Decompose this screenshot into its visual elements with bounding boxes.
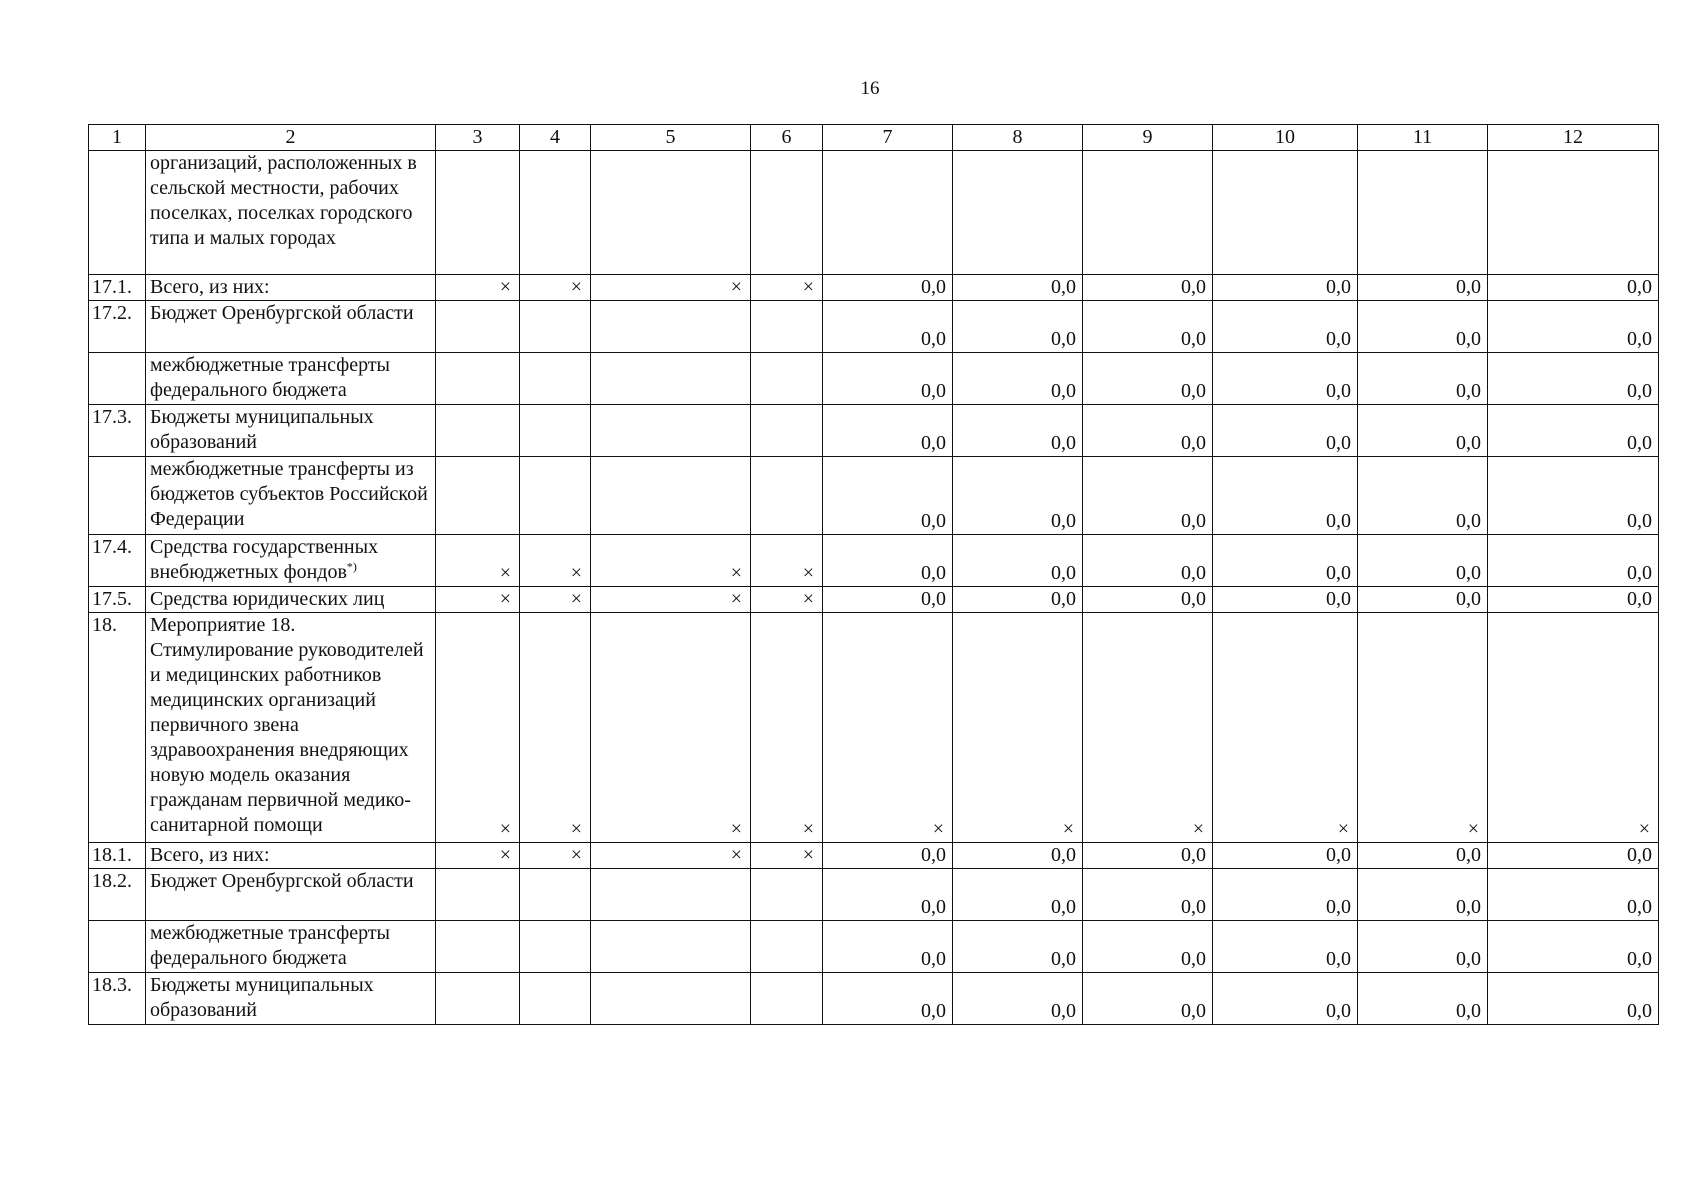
- cell-col-10: 0,0: [1213, 301, 1358, 353]
- column-header-11: 11: [1358, 125, 1488, 151]
- row-label: Бюджеты муниципальных образований: [146, 973, 436, 1025]
- row-label: межбюджетные трансферты федерального бюджета: [146, 921, 436, 973]
- cell-col-8: 0,0: [953, 275, 1083, 301]
- cell-col-5: ×: [591, 613, 751, 843]
- cell-col-11: 0,0: [1358, 921, 1488, 973]
- row-label: Бюджеты муниципальных образований: [146, 405, 436, 457]
- cell-col-11: ×: [1358, 613, 1488, 843]
- cell-col-9: 0,0: [1083, 973, 1213, 1025]
- row-number: 17.5.: [89, 587, 146, 613]
- page-number: 16: [860, 78, 880, 99]
- row-number: [89, 151, 146, 275]
- column-header-12: 12: [1488, 125, 1659, 151]
- cell-col-4: [520, 457, 591, 535]
- row-number: 17.2.: [89, 301, 146, 353]
- row-number: [89, 457, 146, 535]
- cell-col-8: 0,0: [953, 973, 1083, 1025]
- cell-col-10: 0,0: [1213, 405, 1358, 457]
- cell-col-6: ×: [751, 535, 823, 587]
- cell-col-7: 0,0: [823, 457, 953, 535]
- cell-col-10: ×: [1213, 613, 1358, 843]
- cell-col-11: 0,0: [1358, 275, 1488, 301]
- cell-col-12: 0,0: [1488, 587, 1659, 613]
- cell-col-10: 0,0: [1213, 869, 1358, 921]
- cell-col-6: ×: [751, 587, 823, 613]
- cell-col-9: 0,0: [1083, 405, 1213, 457]
- cell-col-12: 0,0: [1488, 921, 1659, 973]
- cell-col-4: ×: [520, 275, 591, 301]
- cell-col-10: 0,0: [1213, 353, 1358, 405]
- cell-col-5: ×: [591, 843, 751, 869]
- cell-col-11: 0,0: [1358, 869, 1488, 921]
- cell-col-10: 0,0: [1213, 275, 1358, 301]
- row-label: Всего, из них:: [146, 275, 436, 301]
- cell-col-6: [751, 921, 823, 973]
- row-label: Мероприятие 18. Стимулирование руководителей и медицинских работников медицинских организаций первичного звена здравоохранения внедряющих новую модель оказания гражданам первичной медико-санитарной помощи: [146, 613, 436, 843]
- cell-col-11: 0,0: [1358, 353, 1488, 405]
- cell-col-7: 0,0: [823, 587, 953, 613]
- cell-col-7: 0,0: [823, 921, 953, 973]
- cell-col-9: [1083, 151, 1213, 275]
- cell-col-12: [1488, 151, 1659, 275]
- cell-col-8: 0,0: [953, 535, 1083, 587]
- row-label: Всего, из них:: [146, 843, 436, 869]
- cell-col-4: ×: [520, 535, 591, 587]
- row-number: 18.1.: [89, 843, 146, 869]
- cell-col-11: 0,0: [1358, 587, 1488, 613]
- column-header-1: 1: [89, 125, 146, 151]
- cell-col-7: 0,0: [823, 973, 953, 1025]
- cell-col-9: 0,0: [1083, 843, 1213, 869]
- cell-col-12: 0,0: [1488, 353, 1659, 405]
- cell-col-8: 0,0: [953, 921, 1083, 973]
- budget-table: [88, 124, 1659, 1025]
- cell-col-9: 0,0: [1083, 869, 1213, 921]
- cell-col-7: 0,0: [823, 843, 953, 869]
- cell-col-6: [751, 869, 823, 921]
- cell-col-11: 0,0: [1358, 457, 1488, 535]
- cell-col-12: 0,0: [1488, 535, 1659, 587]
- cell-col-8: 0,0: [953, 869, 1083, 921]
- cell-col-3: [436, 301, 520, 353]
- cell-col-9: 0,0: [1083, 301, 1213, 353]
- cell-col-3: ×: [436, 587, 520, 613]
- cell-col-4: [520, 151, 591, 275]
- table-row: [89, 457, 1659, 535]
- cell-col-3: ×: [436, 535, 520, 587]
- cell-col-7: 0,0: [823, 405, 953, 457]
- cell-col-10: 0,0: [1213, 457, 1358, 535]
- row-label: организаций, расположенных в сельской местности, рабочих поселках, поселках городского типа и малых городах: [146, 151, 436, 275]
- cell-col-6: ×: [751, 843, 823, 869]
- cell-col-7: 0,0: [823, 353, 953, 405]
- cell-col-6: [751, 151, 823, 275]
- cell-col-10: 0,0: [1213, 921, 1358, 973]
- cell-col-6: [751, 973, 823, 1025]
- cell-col-6: [751, 405, 823, 457]
- row-number: 18.: [89, 613, 146, 843]
- table-row: [89, 613, 1659, 843]
- cell-col-12: 0,0: [1488, 843, 1659, 869]
- cell-col-5: [591, 973, 751, 1025]
- row-label: Бюджет Оренбургской области: [146, 869, 436, 921]
- cell-col-8: 0,0: [953, 301, 1083, 353]
- column-header-9: 9: [1083, 125, 1213, 151]
- cell-col-9: 0,0: [1083, 353, 1213, 405]
- row-label: Средства государственных внебюджетных фондов*): [146, 535, 436, 587]
- cell-col-4: [520, 921, 591, 973]
- table-row: [89, 151, 1659, 275]
- cell-col-7: 0,0: [823, 301, 953, 353]
- cell-col-7: 0,0: [823, 869, 953, 921]
- cell-col-11: 0,0: [1358, 535, 1488, 587]
- cell-col-10: 0,0: [1213, 973, 1358, 1025]
- table-row: [89, 275, 1659, 301]
- cell-col-4: [520, 405, 591, 457]
- cell-col-8: 0,0: [953, 353, 1083, 405]
- cell-col-4: [520, 301, 591, 353]
- cell-col-5: ×: [591, 535, 751, 587]
- table-row: [89, 973, 1659, 1025]
- table-row: [89, 405, 1659, 457]
- cell-col-12: 0,0: [1488, 275, 1659, 301]
- cell-col-4: [520, 353, 591, 405]
- cell-col-8: 0,0: [953, 843, 1083, 869]
- row-number: 17.3.: [89, 405, 146, 457]
- cell-col-12: 0,0: [1488, 457, 1659, 535]
- cell-col-10: [1213, 151, 1358, 275]
- column-header-3: 3: [436, 125, 520, 151]
- table-row: [89, 921, 1659, 973]
- cell-col-12: 0,0: [1488, 973, 1659, 1025]
- cell-col-7: ×: [823, 613, 953, 843]
- cell-col-7: 0,0: [823, 275, 953, 301]
- row-number: [89, 353, 146, 405]
- row-label: межбюджетные трансферты из бюджетов субъектов Российской Федерации: [146, 457, 436, 535]
- cell-col-11: [1358, 151, 1488, 275]
- cell-col-5: [591, 353, 751, 405]
- cell-col-8: 0,0: [953, 457, 1083, 535]
- cell-col-9: 0,0: [1083, 457, 1213, 535]
- cell-col-5: [591, 921, 751, 973]
- cell-col-4: [520, 973, 591, 1025]
- cell-col-6: ×: [751, 613, 823, 843]
- cell-col-5: ×: [591, 587, 751, 613]
- cell-col-7: 0,0: [823, 535, 953, 587]
- table-row: [89, 869, 1659, 921]
- table-row: [89, 301, 1659, 353]
- cell-col-10: 0,0: [1213, 843, 1358, 869]
- column-header-10: 10: [1213, 125, 1358, 151]
- column-header-7: 7: [823, 125, 953, 151]
- cell-col-5: [591, 301, 751, 353]
- header-row: [89, 125, 1659, 151]
- cell-col-3: [436, 973, 520, 1025]
- cell-col-5: [591, 457, 751, 535]
- cell-col-5: ×: [591, 275, 751, 301]
- cell-col-6: [751, 353, 823, 405]
- cell-col-4: ×: [520, 843, 591, 869]
- cell-col-4: [520, 869, 591, 921]
- cell-col-12: 0,0: [1488, 301, 1659, 353]
- column-header-2: 2: [146, 125, 436, 151]
- cell-col-3: [436, 353, 520, 405]
- row-label: Средства юридических лиц: [146, 587, 436, 613]
- cell-col-10: 0,0: [1213, 587, 1358, 613]
- cell-col-4: ×: [520, 587, 591, 613]
- row-label: межбюджетные трансферты федерального бюджета: [146, 353, 436, 405]
- row-label: Бюджет Оренбургской области: [146, 301, 436, 353]
- cell-col-9: 0,0: [1083, 535, 1213, 587]
- cell-col-3: [436, 151, 520, 275]
- row-number: 17.1.: [89, 275, 146, 301]
- column-header-5: 5: [591, 125, 751, 151]
- table-row: [89, 843, 1659, 869]
- cell-col-5: [591, 869, 751, 921]
- cell-col-9: 0,0: [1083, 275, 1213, 301]
- table-row: [89, 535, 1659, 587]
- cell-col-8: ×: [953, 613, 1083, 843]
- cell-col-3: [436, 869, 520, 921]
- cell-col-3: [436, 457, 520, 535]
- column-header-6: 6: [751, 125, 823, 151]
- cell-col-9: 0,0: [1083, 921, 1213, 973]
- cell-col-3: [436, 921, 520, 973]
- cell-col-12: 0,0: [1488, 405, 1659, 457]
- cell-col-3: [436, 405, 520, 457]
- table-row: [89, 353, 1659, 405]
- table-row: [89, 587, 1659, 613]
- row-number: [89, 921, 146, 973]
- cell-col-5: [591, 151, 751, 275]
- footnote-mark: *): [346, 559, 357, 574]
- row-number: 17.4.: [89, 535, 146, 587]
- cell-col-9: ×: [1083, 613, 1213, 843]
- cell-col-11: 0,0: [1358, 301, 1488, 353]
- cell-col-11: 0,0: [1358, 843, 1488, 869]
- cell-col-8: [953, 151, 1083, 275]
- cell-col-6: [751, 457, 823, 535]
- cell-col-8: 0,0: [953, 587, 1083, 613]
- cell-col-3: ×: [436, 275, 520, 301]
- cell-col-12: 0,0: [1488, 869, 1659, 921]
- row-number: 18.2.: [89, 869, 146, 921]
- cell-col-6: ×: [751, 275, 823, 301]
- cell-col-11: 0,0: [1358, 405, 1488, 457]
- cell-col-7: [823, 151, 953, 275]
- row-number: 18.3.: [89, 973, 146, 1025]
- cell-col-6: [751, 301, 823, 353]
- column-header-8: 8: [953, 125, 1083, 151]
- cell-col-9: 0,0: [1083, 587, 1213, 613]
- cell-col-12: ×: [1488, 613, 1659, 843]
- cell-col-8: 0,0: [953, 405, 1083, 457]
- column-header-4: 4: [520, 125, 591, 151]
- cell-col-11: 0,0: [1358, 973, 1488, 1025]
- cell-col-4: ×: [520, 613, 591, 843]
- cell-col-3: ×: [436, 843, 520, 869]
- cell-col-5: [591, 405, 751, 457]
- cell-col-10: 0,0: [1213, 535, 1358, 587]
- cell-col-3: ×: [436, 613, 520, 843]
